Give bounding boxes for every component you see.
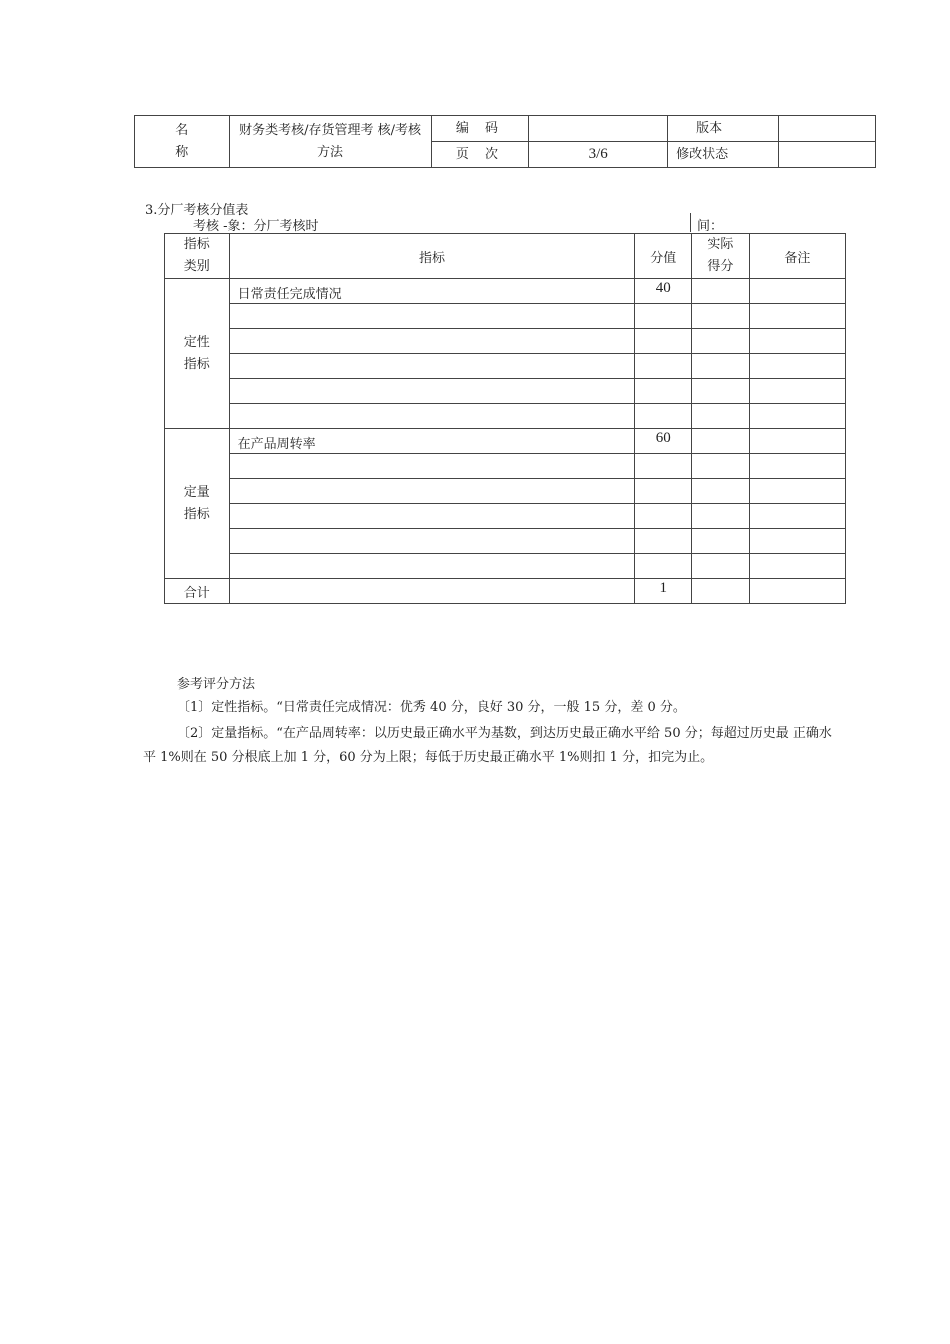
- actual-score-cell: [692, 479, 750, 504]
- page-value: 3/6: [529, 142, 668, 168]
- document-title-cell: [229, 116, 431, 168]
- document-header-table: [134, 115, 876, 168]
- score-cell: 60: [635, 429, 692, 454]
- name-label-line-2: 称: [175, 144, 189, 160]
- table-row: [165, 354, 846, 379]
- table-row: [165, 379, 846, 404]
- indicator-cell: [229, 529, 635, 554]
- header-actual-line-2: 得分: [707, 259, 734, 274]
- table-row: [165, 529, 846, 554]
- header-category: [165, 234, 230, 279]
- remark-cell: [749, 429, 845, 454]
- header-indicator: 指标: [229, 234, 635, 279]
- status-value: [779, 142, 876, 168]
- total-score: 1: [635, 579, 692, 604]
- scoring-note-1: 〔1〕定性指标。“日常责任完成情况：优秀 40 分，良好 30 分，一般 15 分，差 0 分。: [177, 700, 686, 715]
- score-table-header: [165, 234, 846, 279]
- actual-score-cell: [692, 279, 750, 304]
- code-value: [529, 116, 668, 142]
- scoring-note-2-line-1: 〔2〕定量指标。“在产品周转率：以历史最正确水平为基数，到达历史最正确水平给 50 分；每超过历史最 正确水: [177, 726, 832, 741]
- document-title-line-1: 财务类考核/存货管理考 核/考核: [239, 122, 421, 138]
- score-cell: [635, 329, 692, 354]
- table-row: [165, 504, 846, 529]
- indicator-cell: 在产品周转率: [229, 429, 635, 454]
- score-cell: [635, 404, 692, 429]
- category-quantitative-line-2: 指标: [183, 506, 210, 522]
- indicator-cell: [229, 554, 635, 579]
- score-cell: 40: [635, 279, 692, 304]
- indicator-cell: [229, 304, 635, 329]
- document-title-line-2: 方法: [317, 144, 344, 160]
- score-cell: [635, 354, 692, 379]
- header-actual-score: [692, 234, 750, 279]
- indicator-cell: [229, 479, 635, 504]
- indicator-cell: [229, 454, 635, 479]
- category-quantitative: [165, 429, 230, 579]
- remark-cell: [749, 304, 845, 329]
- table-row: [165, 329, 846, 354]
- scoring-method-title: 参考评分方法: [177, 677, 256, 692]
- indicator-cell: [229, 404, 635, 429]
- assessment-time-line: 间：: [697, 219, 724, 234]
- actual-score-cell: [692, 554, 750, 579]
- version-label: 版本: [668, 116, 779, 142]
- indicator-cell: [229, 379, 635, 404]
- table-row: [165, 304, 846, 329]
- table-row: [165, 554, 846, 579]
- score-table: [164, 233, 846, 604]
- remark-cell: [749, 454, 845, 479]
- scoring-note-2-line-2: 平 1%则在 50 分根底上加 1 分，60 分为上限；每低于历史最正确水平 1%则扣 1 分，扣完为止。: [143, 750, 714, 765]
- actual-score-cell: [692, 354, 750, 379]
- category-qualitative-line-1: 定性: [183, 334, 210, 350]
- score-cell: [635, 529, 692, 554]
- total-row: [165, 579, 846, 604]
- actual-score-cell: [692, 429, 750, 454]
- name-label-cell: [135, 116, 230, 168]
- score-cell: [635, 479, 692, 504]
- actual-score-cell: [692, 379, 750, 404]
- header-score: 分值: [635, 234, 692, 279]
- remark-cell: [749, 554, 845, 579]
- total-actual-score-cell: [692, 579, 750, 604]
- page-label: 页 次: [431, 142, 529, 168]
- table-row: [165, 479, 846, 504]
- code-label: 编 码: [431, 116, 529, 142]
- actual-score-cell: [692, 504, 750, 529]
- status-label: 修改状态: [668, 142, 779, 168]
- category-qualitative: [165, 279, 230, 429]
- indicator-cell: [229, 354, 635, 379]
- table-row: [165, 279, 846, 304]
- remark-cell: [749, 329, 845, 354]
- total-label: 合计: [165, 579, 230, 604]
- score-cell: [635, 454, 692, 479]
- actual-score-cell: [692, 304, 750, 329]
- actual-score-cell: [692, 329, 750, 354]
- header-remark: 备注: [749, 234, 845, 279]
- header-category-line-2: 类别: [183, 259, 210, 274]
- remark-cell: [749, 279, 845, 304]
- actual-score-cell: [692, 529, 750, 554]
- remark-cell: [749, 479, 845, 504]
- score-cell: [635, 554, 692, 579]
- name-label-line-1: 名: [175, 122, 189, 138]
- indicator-cell: [229, 329, 635, 354]
- assessment-target-line: 考核 -象：分厂考核时: [193, 219, 319, 234]
- header-actual-line-1: 实际: [707, 237, 734, 252]
- remark-cell: [749, 504, 845, 529]
- version-value: [779, 116, 876, 142]
- remark-cell: [749, 404, 845, 429]
- category-qualitative-line-2: 指标: [183, 356, 210, 372]
- indicator-cell: 日常责任完成情况: [229, 279, 635, 304]
- score-cell: [635, 504, 692, 529]
- remark-cell: [749, 379, 845, 404]
- time-field-divider: [690, 213, 691, 232]
- actual-score-cell: [692, 454, 750, 479]
- table-row: [165, 404, 846, 429]
- category-quantitative-line-1: 定量: [183, 484, 210, 500]
- score-cell: [635, 379, 692, 404]
- indicator-cell: [229, 504, 635, 529]
- remark-cell: [749, 529, 845, 554]
- actual-score-cell: [692, 404, 750, 429]
- score-cell: [635, 304, 692, 329]
- table-row: [165, 454, 846, 479]
- total-indicator-cell: [229, 579, 635, 604]
- header-category-line-1: 指标: [183, 237, 210, 252]
- table-row: [165, 429, 846, 454]
- total-remark-cell: [749, 579, 845, 604]
- section-title: 3.分厂考核分值表: [145, 203, 249, 218]
- remark-cell: [749, 354, 845, 379]
